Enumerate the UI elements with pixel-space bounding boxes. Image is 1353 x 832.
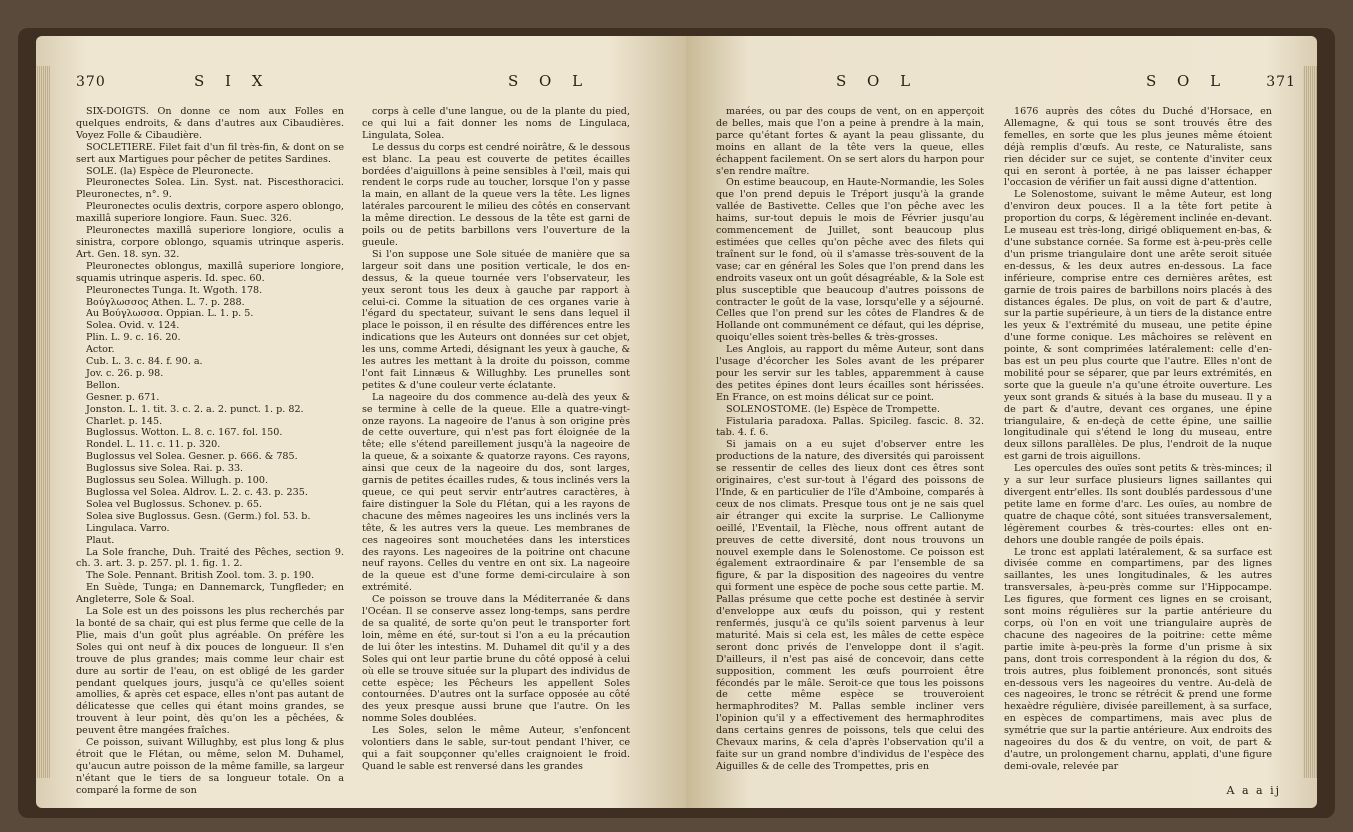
text-paragraph: Au Βούγλωσσα. Oppian. L. 1. p. 5.: [86, 308, 254, 320]
text-paragraph: La nageoire du dos commence au-delà des yeux & se termine à celle de la queue. Elle a quatre-vingt-onze rayons. La nageoire de l'anus à son origine près de cette ouverture, qui n'est pas fort éloignée de la tête; elle s'étend pareillement jusqu'à la nageoire de la queue, & a soixante & quatorze rayons. Ces rayons, ainsi que ceux de la nageoire du dos, sont larges, garnis de petites écailles rudes, & tous inclinés vers la queue, ce qui peut servir entr'autres caractères, à faire distinguer la Sole du Flétan, qui a les rayons de chacune des mêmes nageoires les uns inclinés vers la tête, & les autres vers la queue. Les membranes de ces nageoires sont mouchetées dans les interstices des rayons. Les nageoires de la poitrine ont chacune neuf rayons. Celles du ventre en ont six. La nageoire de la queue est d'une forme demi-circulaire à son extrémité.: [362, 391, 630, 594]
right-running-head: [716, 72, 1296, 98]
text-paragraph: Pleuronectes oblongus, maxillâ superiore longiore, squamis utrinque asperis. Id. spec. 60.: [76, 260, 344, 284]
right-column-1: [716, 106, 984, 773]
text-paragraph: Pleuronectes maxillâ superiore longiore, oculis a sinistra, corpore oblongo, squamis utrinque asperis. Art. Gen. 18. syn. 32.: [76, 225, 344, 260]
text-paragraph: Solea vel Buglossus. Schonev. p. 65.: [86, 498, 262, 510]
text-paragraph: Pleuronectes Solea. Lin. Syst. nat. Piscesthoracici. Pleuronectes, n°. 9.: [76, 177, 344, 201]
left-page-number: 370: [76, 74, 106, 90]
left-head-word-1: S I X: [194, 72, 271, 90]
text-paragraph: SOLENOSTOME. (le) Espèce de Trompette.: [726, 403, 940, 415]
text-paragraph: Le Solenostome, suivant le même Auteur, est long d'environ deux pouces. Il a la tête fort petite à proportion du corps, & légèrement inclinée en-devant. Le museau est très-long, dirigé obliquement en-bas, & d'une substance cornée. Sa forme est à-peu-près celle d'un prisme triangulaire dont une arête seroit située en-dessus, & les deux autres en-dessous. La face inférieure, comprise entre ces dernières arêtes, est garnie de trois paires de barbillons noirs placés à des distances égales. De plus, on voit de part & d'autre, sur la partie supérieure, à un tiers de la distance entre les yeux & l'extrémité du museau, une petite épine d'une forme conique. Les mâchoires se relèvent en pointe, & sont comprimées latéralement: celle d'en-bas est un peu plus courte que l'autre. Elles n'ont de mobilité pour se séparer, que par leurs extrémités, en sorte que la gueule n'a qu'une étroite ouverture. Les yeux sont grands & situés à la base du museau. Il y a de part & d'autre, devant ces organes, une épine triangulaire, & en-deçà de cette épine, une saillie longitudinale qui s'étend le long du museau, entre deux sillons parallèles. De plus, l'endroit de la nuque est garni de trois aiguillons.: [1004, 189, 1272, 463]
right-page-number: 371: [1266, 74, 1296, 90]
text-paragraph: SOLE. (la) Espèce de Pleuronecte.: [86, 165, 254, 177]
text-paragraph: Le dessus du corps est cendré noirâtre, & le dessous est blanc. La peau est couverte de petites écailles bordées d'aiguillons à peine sensibles à l'œil, mais qui rendent le corps rude au toucher, lorsque l'on y passe la main, en allant de la queue vers la tête. Les lignes latérales parcourent le milieu des côtés en conservant la même direction. Le dessous de la tête est garni de poils ou de petits barbillons vers l'ouverture de la gueule.: [362, 141, 630, 248]
open-book: [18, 28, 1335, 818]
text-paragraph: En Suède, Tunga; en Dannemarck, Tungfleder; en Angleterre, Sole & Soal.: [76, 582, 344, 606]
text-paragraph: Plin. L. 9. c. 16. 20.: [86, 332, 181, 344]
text-paragraph: Les opercules des ouïes sont petits & très-minces; il y a sur leur surface plusieurs lignes saillantes qui divergent entr'elles. Ils sont doublés pardessous d'une petite lame en forme d'arc. Les ouïes, au nombre de quatre de chaque côté, sont situées transversalement, légèrement courbes & très-courtes: elles ont en-dehors une double rangée de poils épais.: [1004, 463, 1272, 546]
text-paragraph: Gesner. p. 671.: [86, 391, 160, 403]
left-head-word-2: S O L: [508, 72, 591, 90]
text-paragraph: La Sole est un des poissons les plus recherchés par la bonté de sa chair, qui est plus ferme que celle de la Plie, mais d'un goût plus agréable. On préfère les Soles qui ont neuf à dix pouces de longueur. Il s'en trouve de plus grandes; mais comme leur chair est dure au sortir de l'eau, on est obligé de les garder pendant quelques jours, jusqu'à ce qu'elles soient amollies, & après cet espace, elles n'ont pas autant de délicatesse que celles qui étant moins grandes, se trouvent à leur point, dès qu'on les a pêchées, & peuvent être mangées fraîches.: [76, 606, 344, 737]
text-paragraph: The Sole. Pennant. British Zool. tom. 3. p. 190.: [86, 570, 315, 582]
left-page-edge: [36, 66, 50, 778]
right-page: [686, 36, 1317, 808]
text-paragraph: Si jamais on a eu sujet d'observer entre les productions de la nature, des diversités qui paroissent se ressentir de celles des lieux dont ces êtres sont originaires, c'est sur-tout à l'égard des poissons de l'Inde, & en particulier de l'île d'Amboine, comparés à ceux de nos climats. Presque tous ont je ne sais quel air étranger qui excite la surprise. Le Callionyme oeillé, l'Eventail, la Flèche, nous offrent autant de preuves de cette diversité, dont nous trouvons un nouvel exemple dans le Solenostome. Ce poisson est également extraordinaire & par l'ensemble de sa figure, & par la disposition des nageoires du ventre qui forment une espèce de poche sous cette partie. M. Pallas présume que cette poche est destinée à servir d'enveloppe aux œufs du poisson, qui y restent renfermés, jusqu'à ce qu'ils soient parvenus à leur maturité. Mais si cela est, les mâles de cette espèce seront donc privés de l'enveloppe dont il s'agit. D'ailleurs, il n'est pas aisé de concevoir, dans cette supposition, comment les œufs pourroient être fécondés par le mâle. Seroit-ce que tous les poissons de cette même espèce se trouveroient hermaphrodites? M. Pallas semble incliner vers l'opinion qu'il y a effectivement des hermaphrodites dans certains genres de poissons, tels que celui des Chevaux marins, & cela d'après l'observation qu'il a faite sur un grand nombre d'individus de l'espèce des Aiguilles & de celle des Trompettes, pris en: [716, 439, 984, 772]
signature-mark: A a a ij: [1226, 784, 1281, 797]
text-paragraph: Les Soles, selon le même Auteur, s'enfoncent volontiers dans le sable, sur-tout pendant l'hiver, ce qui a fait soupçonner qu'elles craignoient le froid. Quand le sable est renversé dans les grandes: [362, 725, 630, 772]
left-column-2: [362, 106, 630, 773]
text-paragraph: Fistularia paradoxa. Pallas. Spicileg. fascic. 8. 32. tab. 4. f. 6.: [716, 415, 984, 439]
text-paragraph: Solea sive Buglossus. Gesn. (Germ.) fol. 53. b.: [86, 510, 311, 522]
text-paragraph: SIX-DOIGTS. On donne ce nom aux Folles en quelques endroits, & dans d'autres aux Cibaudières. Voyez Folle & Cibaudière.: [76, 106, 344, 141]
text-paragraph: Pleuronectes oculis dextris, corpore aspero oblongo, maxillâ superiore longiore. Faun. Suec. 326.: [76, 201, 344, 225]
left-page: [36, 36, 686, 808]
left-running-head: [76, 72, 666, 98]
text-paragraph: Bellon.: [86, 379, 120, 391]
text-paragraph: Buglossus vel Solea. Gesner. p. 666. & 785.: [86, 451, 298, 463]
text-paragraph: Plaut.: [86, 534, 115, 546]
text-paragraph: Cub. L. 3. c. 84. f. 90. a.: [86, 356, 203, 368]
text-paragraph: Buglossus sive Solea. Rai. p. 33.: [86, 463, 244, 475]
text-paragraph: SOCLETIERE. Filet fait d'un fil très-fin, & dont on se sert aux Martigues pour pêcher de petites Sardines.: [76, 141, 344, 165]
text-paragraph: Buglossa vel Solea. Aldrov. L. 2. c. 43. p. 235.: [86, 487, 308, 498]
text-paragraph: Pleuronectes Tunga. It. Wgoth. 178.: [86, 284, 263, 296]
text-paragraph: Jonston. L. 1. tit. 3. c. 2. a. 2. punct. 1. p. 82.: [86, 403, 304, 415]
text-paragraph: corps à celle d'une langue, ou de la plante du pied, ce qui lui a fait donner les noms de Lingulaca, Lingulata, Solea.: [362, 106, 630, 141]
text-paragraph: Buglossus. Wotton. L. 8. c. 167. fol. 150.: [86, 427, 283, 439]
text-paragraph: marées, ou par des coups de vent, on en apperçoit de belles, mais que l'on a peine à prendre à la main, parce qu'étant fortes & ayant la peau glissante, du moins en allant de la tête vers la queue, elles échappent facilement. On se sert alors du harpon pour s'en rendre maître.: [716, 106, 984, 177]
text-paragraph: Ce poisson se trouve dans la Méditerranée & dans l'Océan. Il se conserve assez long-temps, sans perdre de sa qualité, de sorte qu'on peut le transporter fort loin, même en été, sur-tout si l'on a eu la précaution de lui ôter les intestins. M. Duhamel dit qu'il y a des Soles qui ont leur partie brune du côté opposé à celui où elle se trouve située sur la plupart des individus de cette espèce; les Pêcheurs les appellent Soles contournées. D'autres ont la surface opposée au côté des yeux presque aussi brune que l'autre. On les nomme Soles doublées.: [362, 594, 630, 725]
text-paragraph: Solea. Ovid. v. 124.: [86, 320, 180, 332]
left-column-1: [76, 106, 344, 797]
text-paragraph: Rondel. L. 11. c. 11. p. 320.: [86, 439, 221, 451]
text-paragraph: Les Anglois, au rapport du même Auteur, sont dans l'usage d'écorcher les Soles avant de les préparer pour les servir sur les tables, apparemment à cause des petites épines dont leurs écailles sont hérissées. En France, on est moins délicat sur ce point.: [716, 344, 984, 403]
text-paragraph: Βούγλωσσος Athen. L. 7. p. 288.: [86, 296, 245, 308]
right-head-word-1: S O L: [836, 72, 919, 90]
text-paragraph: Si l'on suppose une Sole située de manière que sa largeur soit dans une position verticale, le dos en-dessus, & la queue tournée vers l'observateur, les yeux seront tous les deux à gauche par rapport à celui-ci. Comme la situation de ces organes varie à l'égard du spectateur, suivant le sens dans lequel il place le poisson, il en résulte des différences entre les indications que les Auteurs ont données sur cet objet, les uns, comme Artedi, désignant les yeux à gauche, & les autres les mettant à la droite du poisson, comme l'ont fait Linnæus & Willughby. Les prunelles sont petites & d'une couleur verte éclatante.: [362, 248, 630, 391]
text-paragraph: Buglossus seu Solea. Willugh. p. 100.: [86, 475, 269, 487]
text-paragraph: Charlet. p. 145.: [86, 415, 163, 427]
text-paragraph: On estime beaucoup, en Haute-Normandie, les Soles que l'on prend depuis le Tréport jusqu'à la grande vallée de Bastivette. Celles que l'on pêche avec les haims, sur-tout depuis le mois de Février jusqu'au commencement de Juillet, sont beaucoup plus estimées que celles qu'on pêche avec des filets qui traînent sur le fond, où il s'amasse très-souvent de la vase; car en général les Soles que l'on prend dans les endroits vaseux ont un goût désagréable, & la Sole est plus susceptible que beaucoup d'autres poissons de contracter le goût de la vase, lorsqu'elle y a séjourné. Celles que l'on prend sur les côtes de Flandres & de Hollande ont communément ce défaut, qui les déprise, quoiqu'elles soient très-belles & très-grosses.: [716, 177, 984, 344]
text-paragraph: Le tronc est applati latéralement, & sa surface est divisée comme en compartimens, par des lignes saillantes, les unes longitudinales, & les autres transversales, à-peu-près comme sur l'Hippocampe. Les figures, que forment ces lignes en se croisant, sont moins régulières sur la partie antérieure du corps, où l'on en voit une triangulaire auprès de chacune des nageoires de la poitrine: cette même partie imite à-peu-près la forme d'un prisme à six pans, dont trois correspondent à la région du dos, & trois autres, plus foiblement prononcés, sont situés en-dessous vers les nageoires du ventre. Au-delà de ces nageoires, le tronc se rétrécit & prend une forme hexaèdre régulière, divisée pareillement, à sa surface, en espèces de compartimens, mais avec plus de symétrie que sur la partie antérieure. Aux endroits des nageoires du dos & du ventre, on voit, de part & d'autre, un prolongement charnu, applati, d'une figure demi-ovale, relevée par: [1004, 546, 1272, 772]
text-paragraph: 1676 auprès des côtes du Duché d'Horsace, en Allemagne, & qui tous se sont trouvés être des femelles, en sorte que les plus jeunes même étoient déjà remplis d'œufs. Au reste, ce Naturaliste, sans rien décider sur ce sujet, se contente d'inviter ceux qui en seront à portée, à ne pas laisser échapper l'occasion de vérifier un fait aussi digne d'attention.: [1004, 106, 1272, 189]
right-head-word-2: S O L: [1146, 72, 1229, 90]
right-page-edge: [1303, 66, 1317, 778]
text-paragraph: Jov. c. 26. p. 98.: [86, 367, 164, 379]
text-paragraph: Actor.: [86, 344, 115, 356]
text-paragraph: Ce poisson, suivant Willughby, est plus long & plus étroit que le Flétan, ou même, selon M. Duhamel, qu'aucun autre poisson de la même famille, sa largeur n'étant que le tiers de sa longueur totale. On a comparé la forme de son: [76, 737, 344, 796]
text-paragraph: Lingulaca. Varro.: [86, 522, 170, 534]
text-paragraph: La Sole franche, Duh. Traité des Pêches, section 9. ch. 3. art. 3. p. 257. pl. 1. fig. 1. 2.: [76, 546, 344, 570]
right-column-2: [1004, 106, 1272, 773]
